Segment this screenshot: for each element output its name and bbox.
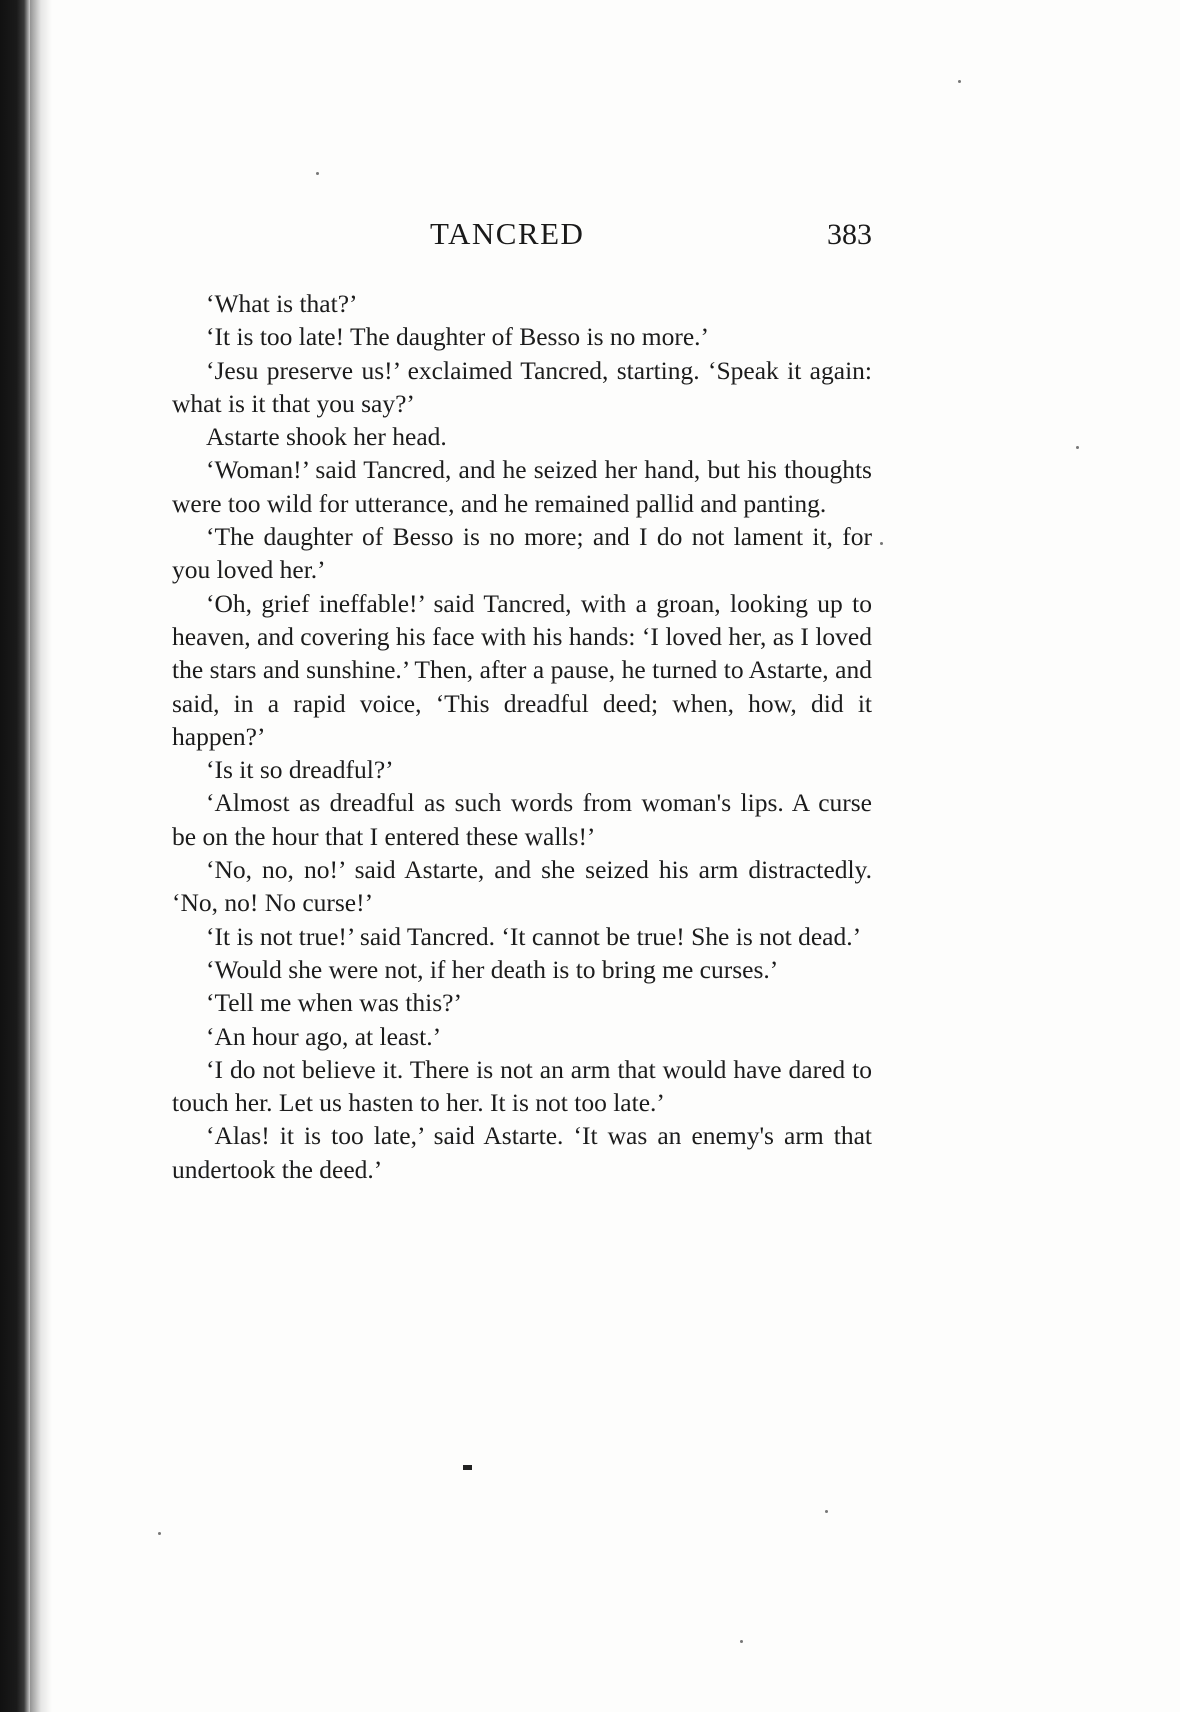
paragraph: ‘Almost as dreadful as such words from woman's lips. A curse be on the hour that I entered these walls!’: [172, 788, 872, 851]
paragraph: ‘No, no, no!’ said Astarte, and she seized his arm distractedly. ‘No, no! No curse!’: [172, 855, 872, 918]
print-mark: [463, 1465, 472, 1470]
paragraph: ‘Jesu preserve us!’ exclaimed Tancred, starting. ‘Speak it again: what is it that you say?’: [172, 355, 872, 418]
body-text: [172, 287, 872, 1186]
print-speck: [1076, 446, 1079, 449]
print-speck: [740, 1640, 743, 1643]
print-speck: [880, 542, 883, 545]
print-speck: [316, 172, 319, 175]
paragraph: ‘Is it so dreadful?’: [206, 755, 394, 785]
paragraph: ‘It is not true!’ said Tancred. ‘It cannot be true! She is not dead.’: [206, 921, 862, 951]
page-number: 383: [827, 218, 872, 251]
binding-shadow: [0, 0, 30, 1712]
paragraph: ‘What is that?’: [206, 289, 358, 318]
paragraph: ‘Alas! it is too late,’ said Astarte. ‘It was an enemy's arm that undertook the deed.’: [172, 1121, 872, 1184]
paragraph: ‘It is too late! The daughter of Besso is no more.’: [206, 322, 710, 352]
paragraph: ‘Tell me when was this?’: [206, 988, 462, 1018]
print-speck: [825, 1510, 828, 1513]
paragraph: ‘Would she were not, if her death is to bring me curses.’: [206, 954, 779, 984]
paragraph: ‘I do not believe it. There is not an arm that would have dared to touch her. Let us hasten to her. It is not too late.’: [172, 1054, 872, 1118]
running-head: [172, 216, 872, 260]
print-speck: [158, 1532, 161, 1535]
paragraph: ‘Oh, grief ineffable!’ said Tancred, with a groan, looking up to heaven, and covering his face with his hands: ‘I loved her, as I loved the stars and sunshine.’ Then, after a pause, he turned to Astarte, and said, in a rapid voice, ‘This dreadful deed; when, how, did it happen?’: [172, 588, 872, 751]
binding-edge: [30, 0, 52, 1712]
paragraph: ‘The daughter of Besso is no more; and I do not lament it, for you loved her.’: [172, 522, 872, 585]
paragraph: ‘An hour ago, at least.’: [206, 1021, 442, 1051]
paragraph: ‘Woman!’ said Tancred, and he seized her hand, but his thoughts were too wild for utterance, and he remained pallid and panting.: [172, 455, 872, 518]
print-speck: [958, 80, 961, 83]
paragraph: Astarte shook her head.: [206, 422, 447, 452]
running-title: TANCRED: [430, 216, 585, 251]
